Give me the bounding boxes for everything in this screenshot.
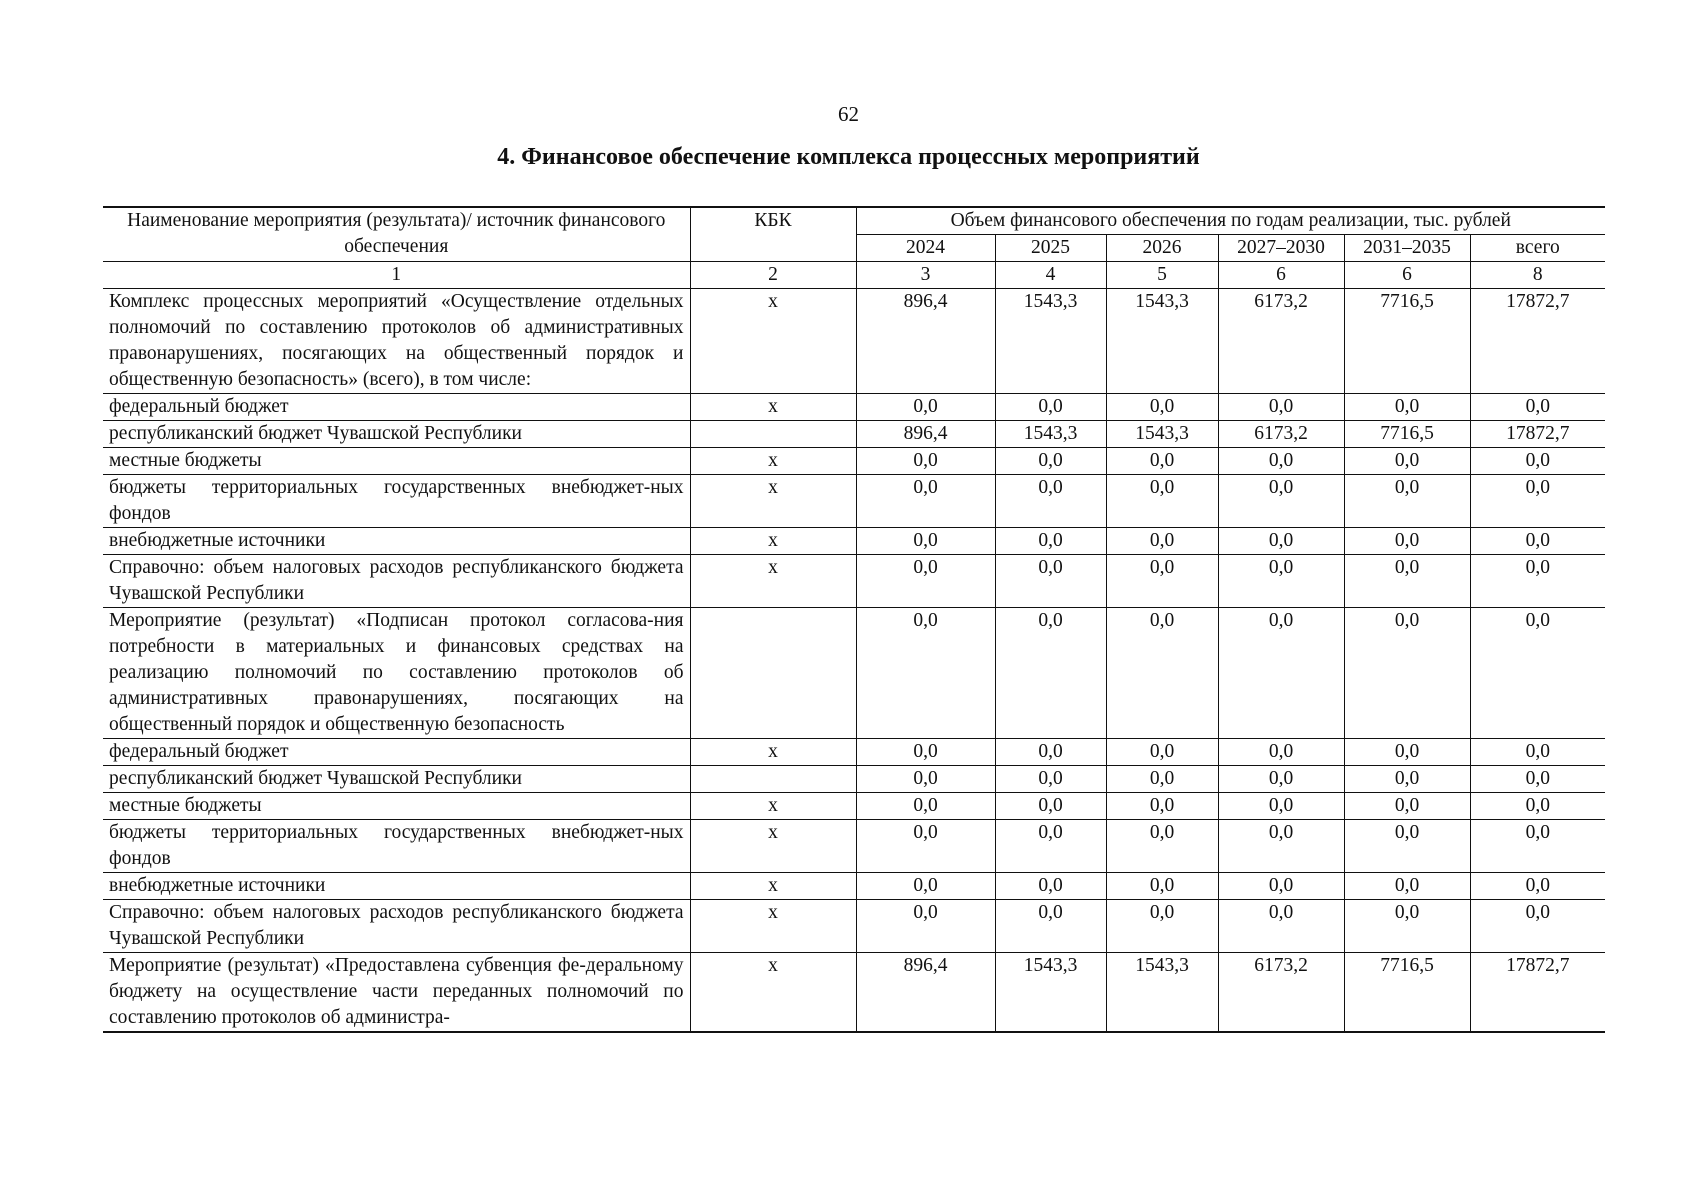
- row-value: 0,0: [995, 873, 1106, 900]
- row-value: 0,0: [1344, 448, 1470, 475]
- section-title: 4. Финансовое обеспечение комплекса процессных мероприятий: [497, 144, 1200, 170]
- row-value: 0,0: [856, 394, 995, 421]
- table-row: [103, 739, 1605, 766]
- row-value: 0,0: [1344, 528, 1470, 555]
- row-value: 0,0: [1344, 739, 1470, 766]
- table-row: [103, 766, 1605, 793]
- header-kbk: КБК: [690, 207, 856, 262]
- row-value: 1543,3: [1106, 421, 1218, 448]
- header-row-numbers: [103, 262, 1605, 289]
- row-value: 0,0: [1344, 820, 1470, 873]
- row-kbk: x: [690, 448, 856, 475]
- row-value: 0,0: [1218, 793, 1344, 820]
- row-value: 6173,2: [1218, 953, 1344, 1033]
- row-name: местные бюджеты: [103, 448, 690, 475]
- row-value: 0,0: [856, 873, 995, 900]
- row-value: 0,0: [1218, 394, 1344, 421]
- row-value: 0,0: [995, 793, 1106, 820]
- row-value: 0,0: [1344, 766, 1470, 793]
- row-value: 0,0: [1218, 555, 1344, 608]
- table-row: [103, 448, 1605, 475]
- financing-table: [103, 206, 1605, 1033]
- row-value: 0,0: [1470, 608, 1605, 739]
- row-value: 0,0: [1470, 475, 1605, 528]
- row-name: федеральный бюджет: [103, 394, 690, 421]
- row-name: Мероприятие (результат) «Подписан протокол согласова-ния потребности в материальных и финансовых средствах на реализацию полномочий по составлению протоколов об административных правонарушениях, посягающих на общественный порядок и общественную безопасность: [103, 608, 690, 739]
- row-kbk: x: [690, 394, 856, 421]
- row-value: 0,0: [1106, 528, 1218, 555]
- table-row: [103, 421, 1605, 448]
- table-row: [103, 608, 1605, 739]
- column-number: 3: [856, 262, 995, 289]
- row-value: 0,0: [1218, 528, 1344, 555]
- row-kbk: x: [690, 739, 856, 766]
- row-value: 0,0: [1344, 900, 1470, 953]
- row-name: республиканский бюджет Чувашской Республики: [103, 766, 690, 793]
- row-value: 0,0: [1218, 739, 1344, 766]
- column-number: 2: [690, 262, 856, 289]
- row-value: 0,0: [1218, 608, 1344, 739]
- row-value: 0,0: [1470, 820, 1605, 873]
- row-value: 0,0: [995, 555, 1106, 608]
- row-value: 0,0: [1344, 555, 1470, 608]
- row-value: 1543,3: [995, 421, 1106, 448]
- row-value: 0,0: [995, 394, 1106, 421]
- row-kbk: [690, 608, 856, 739]
- row-value: 0,0: [1106, 475, 1218, 528]
- table-row: [103, 394, 1605, 421]
- header-year: 2026: [1106, 235, 1218, 262]
- row-value: 0,0: [856, 608, 995, 739]
- row-name: Справочно: объем налоговых расходов республиканского бюджета Чувашской Республики: [103, 555, 690, 608]
- row-kbk: x: [690, 820, 856, 873]
- row-value: 0,0: [1344, 608, 1470, 739]
- row-value: 0,0: [856, 793, 995, 820]
- table-row: [103, 793, 1605, 820]
- row-value: 0,0: [1470, 448, 1605, 475]
- row-value: 0,0: [856, 766, 995, 793]
- row-kbk: x: [690, 528, 856, 555]
- row-name: федеральный бюджет: [103, 739, 690, 766]
- row-value: 896,4: [856, 289, 995, 394]
- row-name: республиканский бюджет Чувашской Республики: [103, 421, 690, 448]
- row-value: 0,0: [1218, 766, 1344, 793]
- row-value: 0,0: [856, 739, 995, 766]
- row-value: 6173,2: [1218, 289, 1344, 394]
- row-value: 0,0: [1106, 394, 1218, 421]
- header-volume: Объем финансового обеспечения по годам реализации, тыс. рублей: [856, 207, 1605, 235]
- row-value: 0,0: [1218, 873, 1344, 900]
- row-kbk: [690, 421, 856, 448]
- header-year: 2024: [856, 235, 995, 262]
- row-value: 0,0: [856, 900, 995, 953]
- row-value: 0,0: [1106, 766, 1218, 793]
- row-value: 1543,3: [995, 289, 1106, 394]
- row-value: 17872,7: [1470, 953, 1605, 1033]
- row-value: 0,0: [1470, 900, 1605, 953]
- row-value: 7716,5: [1344, 421, 1470, 448]
- row-value: 0,0: [1344, 873, 1470, 900]
- row-value: 17872,7: [1470, 421, 1605, 448]
- header-year: 2027–2030: [1218, 235, 1344, 262]
- row-kbk: [690, 766, 856, 793]
- row-value: 0,0: [1344, 793, 1470, 820]
- row-value: 0,0: [995, 608, 1106, 739]
- row-value: 0,0: [995, 820, 1106, 873]
- row-name: бюджеты территориальных государственных внебюджет-ных фондов: [103, 820, 690, 873]
- row-value: 1543,3: [1106, 953, 1218, 1033]
- table-row: [103, 528, 1605, 555]
- row-name: Комплекс процессных мероприятий «Осуществление отдельных полномочий по составлению протоколов об административных правонарушениях, посягающих на общественный порядок и общественную безопасность» (всего), в том числе:: [103, 289, 690, 394]
- row-value: 0,0: [856, 475, 995, 528]
- header-year: 2025: [995, 235, 1106, 262]
- row-value: 0,0: [1344, 475, 1470, 528]
- column-number: 4: [995, 262, 1106, 289]
- row-value: 0,0: [1470, 766, 1605, 793]
- column-number: 1: [103, 262, 690, 289]
- row-name: бюджеты территориальных государственных внебюджет-ных фондов: [103, 475, 690, 528]
- row-value: 0,0: [1470, 394, 1605, 421]
- header-year: 2031–2035: [1344, 235, 1470, 262]
- row-value: 0,0: [1344, 394, 1470, 421]
- row-value: 6173,2: [1218, 421, 1344, 448]
- row-value: 1543,3: [995, 953, 1106, 1033]
- row-value: 1543,3: [1106, 289, 1218, 394]
- row-value: 896,4: [856, 953, 995, 1033]
- row-kbk: x: [690, 953, 856, 1033]
- row-name: местные бюджеты: [103, 793, 690, 820]
- row-name: Справочно: объем налоговых расходов республиканского бюджета Чувашской Республики: [103, 900, 690, 953]
- row-value: 17872,7: [1470, 289, 1605, 394]
- column-number: 5: [1106, 262, 1218, 289]
- table-row: [103, 555, 1605, 608]
- column-number: 6: [1344, 262, 1470, 289]
- row-value: 0,0: [1106, 555, 1218, 608]
- row-value: 0,0: [1218, 820, 1344, 873]
- row-value: 0,0: [995, 900, 1106, 953]
- row-value: 7716,5: [1344, 289, 1470, 394]
- row-value: 0,0: [995, 475, 1106, 528]
- row-value: 0,0: [1470, 793, 1605, 820]
- table-row: [103, 900, 1605, 953]
- row-value: 0,0: [995, 739, 1106, 766]
- row-value: 0,0: [1470, 555, 1605, 608]
- table-row: [103, 475, 1605, 528]
- table-row: [103, 873, 1605, 900]
- row-value: 0,0: [856, 528, 995, 555]
- row-value: 0,0: [1218, 900, 1344, 953]
- column-number: 6: [1218, 262, 1344, 289]
- row-value: 0,0: [1106, 608, 1218, 739]
- table-body: [103, 289, 1605, 1033]
- row-name: Мероприятие (результат) «Предоставлена субвенция фе-деральному бюджету на осуществление части переданных полномочий по составлению протоколов об администра-: [103, 953, 690, 1033]
- table-row: [103, 953, 1605, 1033]
- header-name: Наименование мероприятия (результата)/ источник финансового обеспечения: [103, 207, 690, 262]
- row-name: внебюджетные источники: [103, 528, 690, 555]
- row-value: 0,0: [1106, 873, 1218, 900]
- header-total: всего: [1470, 235, 1605, 262]
- row-value: 896,4: [856, 421, 995, 448]
- row-value: 0,0: [1106, 900, 1218, 953]
- row-name: внебюджетные источники: [103, 873, 690, 900]
- column-number: 8: [1470, 262, 1605, 289]
- row-value: 0,0: [856, 820, 995, 873]
- row-value: 0,0: [1218, 448, 1344, 475]
- row-kbk: x: [690, 900, 856, 953]
- row-value: 7716,5: [1344, 953, 1470, 1033]
- row-value: 0,0: [1470, 739, 1605, 766]
- row-value: 0,0: [995, 448, 1106, 475]
- row-value: 0,0: [856, 448, 995, 475]
- row-kbk: x: [690, 555, 856, 608]
- row-value: 0,0: [995, 528, 1106, 555]
- row-kbk: x: [690, 289, 856, 394]
- row-kbk: x: [690, 873, 856, 900]
- row-value: 0,0: [1106, 739, 1218, 766]
- row-value: 0,0: [995, 766, 1106, 793]
- header-row-main: [103, 207, 1605, 235]
- row-value: 0,0: [1218, 475, 1344, 528]
- page-number: 62: [838, 102, 859, 126]
- row-value: 0,0: [1106, 448, 1218, 475]
- row-value: 0,0: [1106, 820, 1218, 873]
- table-row: [103, 820, 1605, 873]
- row-value: 0,0: [1470, 528, 1605, 555]
- row-kbk: x: [690, 793, 856, 820]
- row-kbk: x: [690, 475, 856, 528]
- table-row: [103, 289, 1605, 394]
- row-value: 0,0: [1106, 793, 1218, 820]
- row-value: 0,0: [856, 555, 995, 608]
- row-value: 0,0: [1470, 873, 1605, 900]
